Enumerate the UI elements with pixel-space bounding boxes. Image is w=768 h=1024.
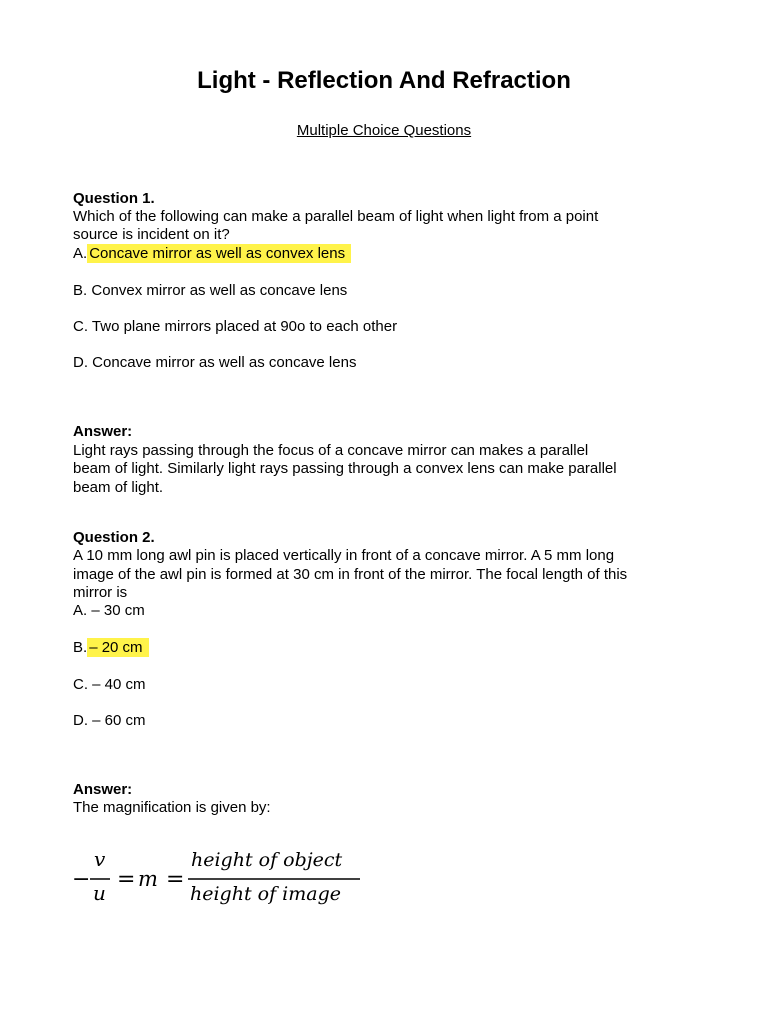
question-2-option-b <box>73 638 149 657</box>
answer-1-line: beam of light. Similarly light rays passing through a convex lens can make parallel <box>73 460 617 477</box>
question-1-option-a <box>73 244 351 263</box>
formula-equals-1: = <box>117 867 136 892</box>
answer-2-line: The magnification is given by: <box>73 799 271 816</box>
answer-1-line: beam of light. <box>73 479 164 496</box>
magnification-formula <box>70 842 370 910</box>
answer-1-heading: Answer: <box>73 423 133 440</box>
answer-1-line: Light rays passing through the focus of a concave mirror can makes a parallel <box>73 442 589 459</box>
formula-equals-2: = <box>166 867 185 892</box>
question-1-text-line: Which of the following can make a parallel beam of light when light from a point <box>73 208 599 225</box>
page-title: Light - Reflection And Refraction <box>197 67 571 94</box>
question-2-option-c <box>73 675 146 694</box>
option-prefix: C. <box>73 676 88 693</box>
question-2-option-d <box>73 711 146 730</box>
question-2-text-line: A 10 mm long awl pin is placed vertically in front of a concave mirror. A 5 mm long <box>73 547 615 564</box>
option-prefix: A. <box>73 245 88 262</box>
question-1-option-c <box>73 317 397 336</box>
option-prefix: A. <box>73 602 88 619</box>
highlighted-answer: – 20 cm <box>87 638 148 657</box>
answer-2-heading: Answer: <box>73 781 133 798</box>
question-2-text-line: mirror is <box>73 584 128 601</box>
highlighted-answer: Concave mirror as well as convex lens <box>87 244 351 263</box>
option-text: – 40 cm <box>92 676 146 693</box>
option-prefix: D. <box>73 354 88 371</box>
formula-denominator: height of image <box>190 883 341 905</box>
question-2-option-a <box>73 601 145 620</box>
option-text: – 30 cm <box>91 602 145 619</box>
question-2-text-line: image of the awl pin is formed at 30 cm in front of the mirror. The focal length of this <box>73 566 628 583</box>
question-1-heading: Question 1. <box>73 190 155 207</box>
formula-m: m <box>138 867 158 891</box>
option-text: – 60 cm <box>92 712 146 729</box>
formula-numerator: height of object <box>191 849 343 871</box>
question-1-option-d <box>73 353 356 372</box>
page-subtitle: Multiple Choice Questions <box>296 122 472 139</box>
question-1-text-line: source is incident on it? <box>73 226 230 243</box>
option-prefix: C. <box>73 318 88 335</box>
option-prefix: B. <box>73 639 88 656</box>
formula-minus: − <box>72 867 91 892</box>
option-text: Concave mirror as well as concave lens <box>92 354 357 371</box>
option-text: Two plane mirrors placed at 90o to each other <box>91 318 398 335</box>
option-text: Convex mirror as well as concave lens <box>91 282 348 299</box>
option-prefix: D. <box>73 712 88 729</box>
question-2-heading: Question 2. <box>73 529 155 546</box>
question-1-option-b <box>73 281 347 300</box>
formula-v: v <box>94 847 106 871</box>
option-prefix: B. <box>73 282 88 299</box>
formula-u: u <box>93 881 106 905</box>
